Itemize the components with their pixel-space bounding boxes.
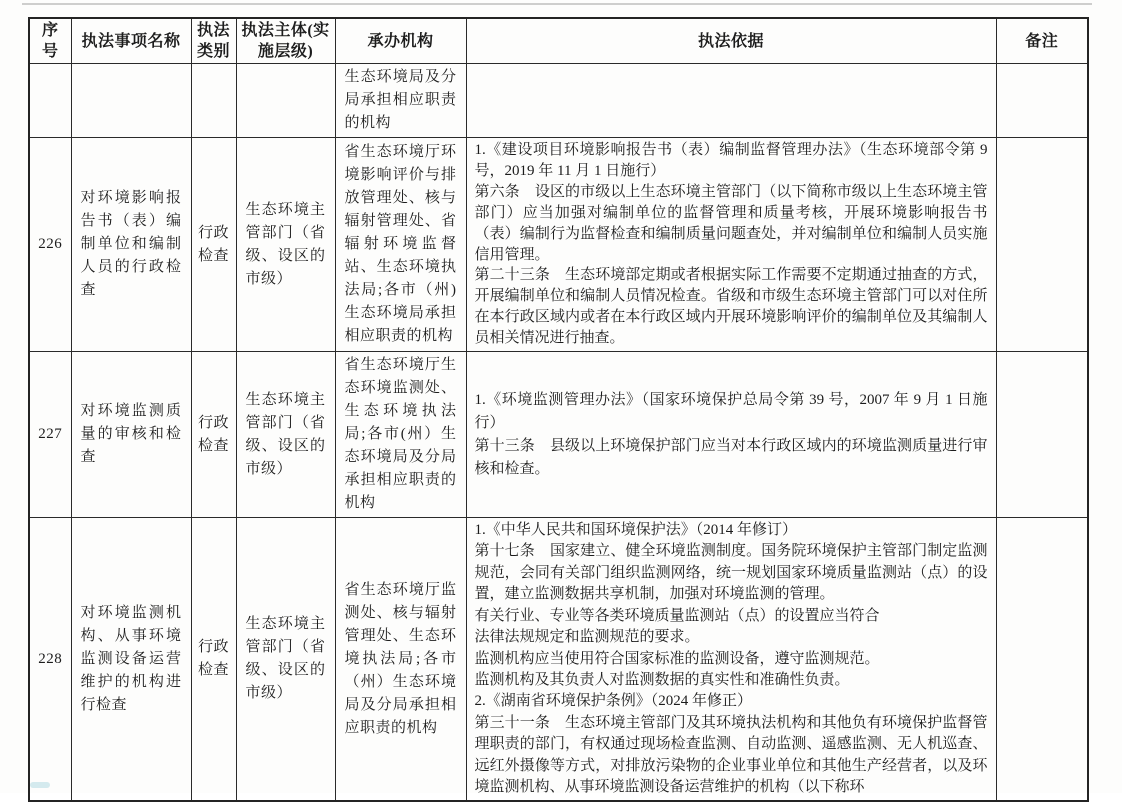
cell-organization: 生态环境局及分局承担相应职责的机构	[335, 64, 466, 138]
scan-artifact-top-line	[22, 3, 1092, 5]
cell-subject: 生态环境主管部门（省级、设区的市级）	[236, 518, 335, 802]
cell-serial-number: 228	[29, 518, 71, 802]
legal-basis-paragraph: 第三十一条 生态环境主管部门及其环境执法机构和其他负有环境保护监督管理职责的部门，有权通过现场检查监测、自动监测、遥感监测、无人机巡查、远红外摄像等方式，对排放污染物的企业事业单位和其他生产经营者，以及环境监测机构、从事环境监测设备运营维护的机构（以下称环	[474, 714, 988, 795]
legal-basis-paragraph: 1.《中华人民共和国环境保护法》（2014 年修订）	[474, 522, 798, 539]
cell-subject: 生态环境主管部门（省级、设区的市级）	[236, 352, 335, 518]
col-header-item-name: 执法事项名称	[71, 18, 191, 64]
cell-legal-basis	[466, 64, 996, 138]
legal-basis-paragraph: 监测机构及其负责人对监测数据的真实性和准确性负责。	[474, 671, 850, 688]
legal-basis-paragraph: 监测机构应当使用符合国家标准的监测设备，遵守监测规范。	[474, 650, 880, 667]
col-header-category: 执法类别	[191, 18, 236, 64]
cell-subject: 生态环境主管部门（省级、设区的市级）	[236, 138, 335, 352]
cell-legal-basis	[466, 518, 996, 802]
cell-category: 行政检查	[191, 518, 236, 802]
cell-remark	[996, 64, 1088, 138]
cell-legal-basis	[466, 138, 996, 352]
table-row-227	[29, 352, 1088, 518]
legal-basis-paragraph: 第六条 设区的市级以上生态环境主管部门（以下简称市级以上生态环境主管部门）应当加强对编制单位的监督管理和质量考核，开展环境影响报告书（表）编制行为监督检查和编制质量问题查处，并对编制单位和编制人员实施信用管理。	[474, 183, 988, 263]
table-row-continuation	[29, 64, 1088, 138]
cell-serial-number: 226	[29, 138, 71, 352]
legal-basis-paragraph: 有关行业、专业等各类环境质量监测站（点）的设置应当符合	[474, 607, 880, 624]
col-header-legal-basis: 执法依据	[466, 18, 996, 64]
legal-basis-paragraph: 第十三条 县级以上环境保护部门应当对本行政区域内的环境监测质量进行审核和检查。	[474, 437, 988, 477]
enforcement-items-table	[28, 17, 1089, 802]
table-row-226	[29, 138, 1088, 352]
col-header-subject: 执法主体(实施层级)	[236, 18, 335, 64]
cell-category: 行政检查	[191, 138, 236, 352]
legal-basis-paragraph: 2.《湖南省环境保护条例》（2024 年修正）	[474, 693, 753, 710]
col-header-remark: 备注	[996, 18, 1088, 64]
col-header-organization: 承办机构	[335, 18, 466, 64]
legal-basis-paragraph: 法律法规规定和监测规范的要求。	[474, 629, 700, 646]
cell-organization: 省生态环境厅环境影响评价与排放管理处、核与辐射管理处、省辐射环境监督站、生态环境执法局;各市（州)生态环境局承担相应职责的机构	[335, 138, 466, 352]
cell-serial-number	[29, 64, 71, 138]
legal-basis-paragraph: 1.《建设项目环境影响报告书（表）编制监督管理办法》（生态环境部令第 9 号，2019 年 11 月 1 日施行）	[474, 142, 988, 179]
cell-category: 行政检查	[191, 352, 236, 518]
cell-item-name: 对环境监测质量的审核和检查	[71, 352, 191, 518]
legal-basis-paragraph: 第十七条 国家建立、健全环境监测制度。国务院环境保护主管部门制定监测规范，会同有关部门组织监测网络，统一规划国家环境质量监测站（点）的设置，建立监测数据共享机制，加强对环境监测的管理。	[474, 543, 988, 603]
cell-item-name	[71, 64, 191, 138]
cell-category	[191, 64, 236, 138]
cell-remark	[996, 138, 1088, 352]
table-row-228	[29, 518, 1088, 802]
scan-artifact-smudge	[30, 782, 50, 788]
legal-basis-paragraph: 第二十三条 生态环境部定期或者根据实际工作需要不定期通过抽查的方式，开展编制单位和编制人员情况检查。省级和市级生态环境主管部门可以对住所在本行政区域内或者在本行政区域内开展环境影响评价的编制单位及其编制人员相关情况进行抽查。	[474, 267, 988, 347]
legal-basis-paragraph: 1.《环境监测管理办法》（国家环境保护总局令第 39 号，2007 年 9 月 1 日施行）	[474, 391, 988, 431]
cell-item-name: 对环境监测机构、从事环境监测设备运营维护的机构进行检查	[71, 518, 191, 802]
cell-legal-basis	[466, 352, 996, 518]
table-header-row	[29, 18, 1088, 64]
cell-remark	[996, 518, 1088, 802]
cell-subject	[236, 64, 335, 138]
cell-item-name: 对环境影响报告书（表）编制单位和编制人员的行政检查	[71, 138, 191, 352]
cell-serial-number: 227	[29, 352, 71, 518]
cell-organization: 省生态环境厅生态环境监测处、生态环境执法局;各市(州）生态环境局及分局承担相应职责的机构	[335, 352, 466, 518]
cell-remark	[996, 352, 1088, 518]
cell-organization: 省生态环境厅监测处、核与辐射管理处、生态环境执法局;各市（州）生态环境局及分局承担相应职责的机构	[335, 518, 466, 802]
col-header-serial-number: 序号	[29, 18, 71, 64]
